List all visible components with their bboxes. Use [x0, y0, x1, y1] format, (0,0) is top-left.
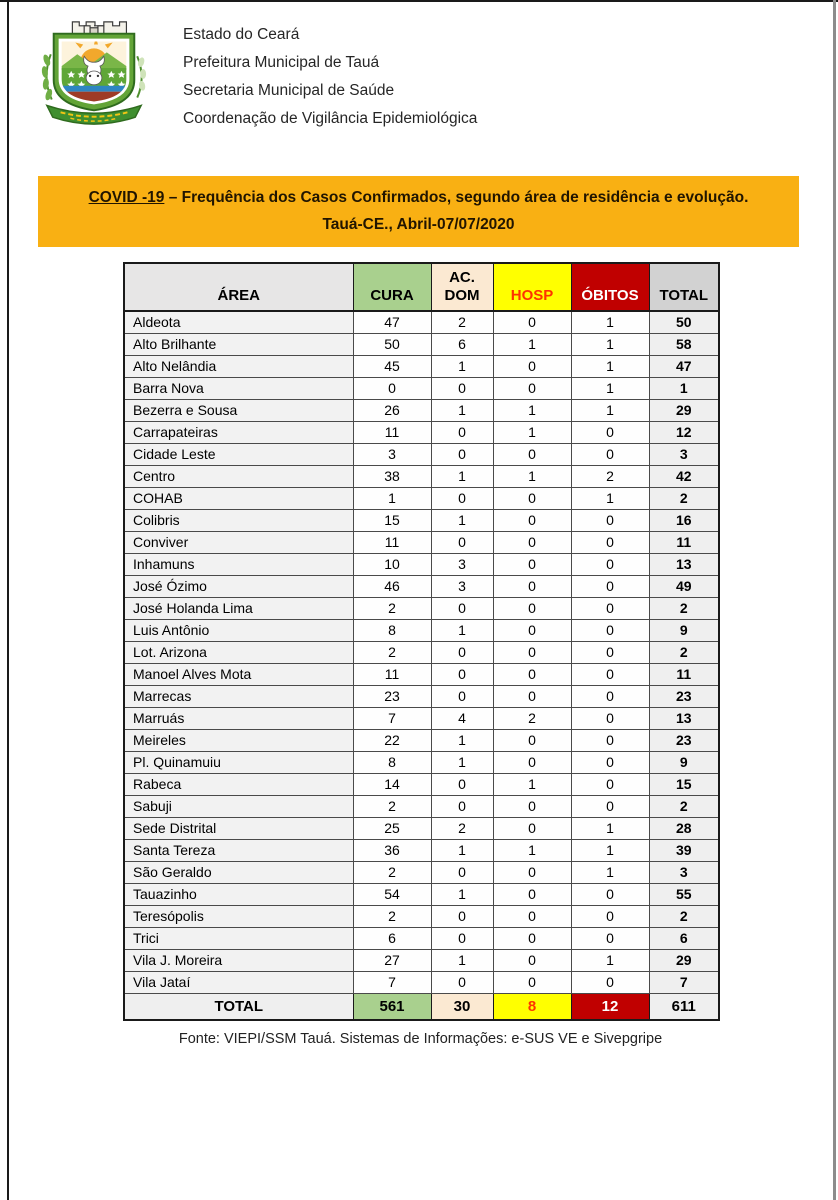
cura-cell: 54 [353, 883, 431, 905]
area-cell: Carrapateiras [124, 421, 353, 443]
obitos-cell: 2 [571, 465, 649, 487]
hosp-cell: 0 [493, 817, 571, 839]
table-row [124, 575, 719, 597]
obitos-cell: 1 [571, 487, 649, 509]
hosp-cell: 0 [493, 663, 571, 685]
acdom-cell: 0 [431, 377, 493, 399]
cura-cell: 23 [353, 685, 431, 707]
obitos-cell: 0 [571, 773, 649, 795]
row-total-cell: 9 [649, 619, 719, 641]
obitos-cell: 0 [571, 553, 649, 575]
cura-cell: 8 [353, 751, 431, 773]
row-total-cell: 12 [649, 421, 719, 443]
table-row [124, 355, 719, 377]
cura-cell: 50 [353, 333, 431, 355]
row-total-cell: 2 [649, 487, 719, 509]
total-obitos-cell: 12 [571, 993, 649, 1020]
obitos-cell: 0 [571, 905, 649, 927]
table-row [124, 949, 719, 971]
acdom-cell: 0 [431, 641, 493, 663]
row-total-cell: 16 [649, 509, 719, 531]
hosp-cell: 0 [493, 597, 571, 619]
area-cell: São Geraldo [124, 861, 353, 883]
area-cell: Tauazinho [124, 883, 353, 905]
area-cell: Manoel Alves Mota [124, 663, 353, 685]
table-row [124, 663, 719, 685]
table-row [124, 751, 719, 773]
total-grand-cell: 611 [649, 993, 719, 1020]
obitos-cell: 0 [571, 795, 649, 817]
hosp-cell: 0 [493, 927, 571, 949]
cura-cell: 45 [353, 355, 431, 377]
area-cell: COHAB [124, 487, 353, 509]
municipal-coat-of-arms-logo [35, 15, 153, 129]
hosp-cell: 2 [493, 707, 571, 729]
row-total-cell: 39 [649, 839, 719, 861]
org-line-health-dept: Secretaria Municipal de Saúde [183, 82, 395, 99]
column-header-cura: CURA [353, 263, 431, 311]
obitos-cell: 0 [571, 575, 649, 597]
acdom-cell: 1 [431, 751, 493, 773]
report-title-covid: COVID -19 [88, 189, 165, 206]
obitos-cell: 0 [571, 531, 649, 553]
hosp-cell: 0 [493, 795, 571, 817]
row-total-cell: 55 [649, 883, 719, 905]
report-title-rest: – Frequência dos Casos Confirmados, segundo área de residência e evolução. [164, 189, 749, 206]
table-row [124, 839, 719, 861]
cura-cell: 7 [353, 707, 431, 729]
area-cell: Meireles [124, 729, 353, 751]
row-total-cell: 2 [649, 795, 719, 817]
area-cell: José Holanda Lima [124, 597, 353, 619]
page-left-border [7, 0, 9, 1200]
row-total-cell: 3 [649, 443, 719, 465]
cura-cell: 6 [353, 927, 431, 949]
cura-cell: 38 [353, 465, 431, 487]
hosp-cell: 0 [493, 311, 571, 333]
obitos-cell: 1 [571, 377, 649, 399]
obitos-cell: 0 [571, 883, 649, 905]
obitos-cell: 0 [571, 707, 649, 729]
page-right-border [833, 0, 836, 1200]
acdom-cell: 3 [431, 575, 493, 597]
row-total-cell: 1 [649, 377, 719, 399]
area-cell: Teresópolis [124, 905, 353, 927]
obitos-cell: 1 [571, 839, 649, 861]
acdom-cell: 0 [431, 861, 493, 883]
total-hosp-cell: 8 [493, 993, 571, 1020]
obitos-cell: 0 [571, 619, 649, 641]
area-cell: Marrecas [124, 685, 353, 707]
report-subtitle: Tauá-CE., Abril-07/07/2020 [322, 216, 515, 233]
obitos-cell: 0 [571, 971, 649, 993]
hosp-cell: 0 [493, 751, 571, 773]
acdom-cell: 1 [431, 619, 493, 641]
cases-table-wrapper [123, 262, 718, 1021]
cura-cell: 26 [353, 399, 431, 421]
row-total-cell: 2 [649, 597, 719, 619]
table-body [124, 311, 719, 993]
acdom-cell: 0 [431, 927, 493, 949]
org-line-prefecture: Prefeitura Municipal de Tauá [183, 54, 380, 71]
acdom-cell: 1 [431, 355, 493, 377]
hosp-cell: 0 [493, 685, 571, 707]
obitos-cell: 0 [571, 729, 649, 751]
hosp-cell: 1 [493, 839, 571, 861]
obitos-cell: 0 [571, 443, 649, 465]
area-cell: Alto Brilhante [124, 333, 353, 355]
table-row [124, 641, 719, 663]
cura-cell: 0 [353, 377, 431, 399]
obitos-cell: 1 [571, 817, 649, 839]
area-cell: Vila Jataí [124, 971, 353, 993]
hosp-cell: 0 [493, 553, 571, 575]
row-total-cell: 29 [649, 399, 719, 421]
acdom-cell: 0 [431, 905, 493, 927]
cura-cell: 25 [353, 817, 431, 839]
area-cell: Luis Antônio [124, 619, 353, 641]
row-total-cell: 6 [649, 927, 719, 949]
total-label-cell: TOTAL [124, 993, 353, 1020]
hosp-cell: 0 [493, 905, 571, 927]
hosp-cell: 0 [493, 641, 571, 663]
area-cell: Sabuji [124, 795, 353, 817]
obitos-cell: 1 [571, 333, 649, 355]
column-header-area: ÁREA [124, 263, 353, 311]
acdom-cell: 0 [431, 971, 493, 993]
row-total-cell: 2 [649, 641, 719, 663]
hosp-cell: 0 [493, 509, 571, 531]
hosp-cell: 0 [493, 949, 571, 971]
acdom-cell: 0 [431, 443, 493, 465]
cura-cell: 2 [353, 597, 431, 619]
area-cell: Aldeota [124, 311, 353, 333]
hosp-cell: 0 [493, 971, 571, 993]
acdom-cell: 1 [431, 949, 493, 971]
area-cell: Sede Distrital [124, 817, 353, 839]
area-cell: José Ózimo [124, 575, 353, 597]
table-row [124, 531, 719, 553]
table-row [124, 509, 719, 531]
cura-cell: 36 [353, 839, 431, 861]
row-total-cell: 29 [649, 949, 719, 971]
table-header-row [124, 263, 719, 311]
acdom-cell: 0 [431, 685, 493, 707]
hosp-cell: 0 [493, 729, 571, 751]
cura-cell: 8 [353, 619, 431, 641]
cura-cell: 2 [353, 795, 431, 817]
source-note: Fonte: VIEPI/SSM Tauá. Sistemas de Informações: e-SUS VE e Sivepgripe [178, 1031, 663, 1047]
area-cell: Marruás [124, 707, 353, 729]
obitos-cell: 1 [571, 399, 649, 421]
table-row [124, 729, 719, 751]
column-header-hosp: HOSP [493, 263, 571, 311]
area-cell: Barra Nova [124, 377, 353, 399]
table-row [124, 399, 719, 421]
cura-cell: 22 [353, 729, 431, 751]
area-cell: Santa Tereza [124, 839, 353, 861]
cura-cell: 2 [353, 905, 431, 927]
total-acdom-cell: 30 [431, 993, 493, 1020]
row-total-cell: 13 [649, 707, 719, 729]
column-header-obitos: ÓBITOS [571, 263, 649, 311]
row-total-cell: 49 [649, 575, 719, 597]
cura-cell: 14 [353, 773, 431, 795]
cura-cell: 11 [353, 663, 431, 685]
coat-of-arms-icon [35, 15, 153, 129]
acdom-cell: 1 [431, 465, 493, 487]
table-total-row [124, 993, 719, 1020]
org-text-block [183, 21, 477, 133]
table-row [124, 927, 719, 949]
table-row [124, 465, 719, 487]
cura-cell: 46 [353, 575, 431, 597]
cura-cell: 11 [353, 531, 431, 553]
area-cell: Cidade Leste [124, 443, 353, 465]
table-row [124, 597, 719, 619]
area-cell: Rabeca [124, 773, 353, 795]
row-total-cell: 23 [649, 685, 719, 707]
hosp-cell: 0 [493, 443, 571, 465]
table-row [124, 707, 719, 729]
row-total-cell: 13 [649, 553, 719, 575]
table-row [124, 333, 719, 355]
table-row [124, 553, 719, 575]
acdom-cell: 6 [431, 333, 493, 355]
acdom-cell: 2 [431, 817, 493, 839]
obitos-cell: 0 [571, 421, 649, 443]
obitos-cell: 0 [571, 641, 649, 663]
acdom-cell: 0 [431, 531, 493, 553]
table-row [124, 795, 719, 817]
cura-cell: 47 [353, 311, 431, 333]
row-total-cell: 15 [649, 773, 719, 795]
cura-cell: 10 [353, 553, 431, 575]
acdom-cell: 0 [431, 663, 493, 685]
cura-cell: 2 [353, 861, 431, 883]
cura-cell: 7 [353, 971, 431, 993]
acdom-cell: 2 [431, 311, 493, 333]
column-header-total: TOTAL [649, 263, 719, 311]
area-cell: Pl. Quinamuiu [124, 751, 353, 773]
acdom-cell: 1 [431, 729, 493, 751]
table-row [124, 861, 719, 883]
row-total-cell: 28 [649, 817, 719, 839]
table-row [124, 487, 719, 509]
hosp-cell: 0 [493, 619, 571, 641]
row-total-cell: 2 [649, 905, 719, 927]
hosp-cell: 0 [493, 575, 571, 597]
area-cell: Vila J. Moreira [124, 949, 353, 971]
hosp-cell: 1 [493, 773, 571, 795]
table-row [124, 971, 719, 993]
hosp-cell: 0 [493, 355, 571, 377]
acdom-cell: 4 [431, 707, 493, 729]
cura-cell: 27 [353, 949, 431, 971]
hosp-cell: 0 [493, 487, 571, 509]
row-total-cell: 50 [649, 311, 719, 333]
obitos-cell: 1 [571, 311, 649, 333]
row-total-cell: 7 [649, 971, 719, 993]
obitos-cell: 0 [571, 927, 649, 949]
acdom-cell: 0 [431, 773, 493, 795]
table-row [124, 883, 719, 905]
table-row [124, 817, 719, 839]
hosp-cell: 1 [493, 399, 571, 421]
org-line-surveillance: Coordenação de Vigilância Epidemiológica [183, 110, 478, 127]
table-row [124, 773, 719, 795]
row-total-cell: 42 [649, 465, 719, 487]
page-top-border [0, 0, 838, 2]
row-total-cell: 9 [649, 751, 719, 773]
area-cell: Inhamuns [124, 553, 353, 575]
row-total-cell: 11 [649, 663, 719, 685]
table-row [124, 377, 719, 399]
area-cell: Trici [124, 927, 353, 949]
total-cura-cell: 561 [353, 993, 431, 1020]
area-cell: Colibris [124, 509, 353, 531]
obitos-cell: 0 [571, 751, 649, 773]
acdom-cell: 1 [431, 839, 493, 861]
table-row [124, 905, 719, 927]
obitos-cell: 0 [571, 663, 649, 685]
acdom-cell: 0 [431, 487, 493, 509]
hosp-cell: 0 [493, 861, 571, 883]
cura-cell: 11 [353, 421, 431, 443]
hosp-cell: 0 [493, 883, 571, 905]
cura-cell: 15 [353, 509, 431, 531]
column-header-ac-dom: AC. DOM [431, 263, 493, 311]
acdom-cell: 1 [431, 399, 493, 421]
acdom-cell: 3 [431, 553, 493, 575]
hosp-cell: 1 [493, 333, 571, 355]
area-cell: Conviver [124, 531, 353, 553]
obitos-cell: 0 [571, 685, 649, 707]
obitos-cell: 1 [571, 861, 649, 883]
area-cell: Alto Nelândia [124, 355, 353, 377]
obitos-cell: 0 [571, 597, 649, 619]
obitos-cell: 1 [571, 355, 649, 377]
row-total-cell: 3 [649, 861, 719, 883]
cura-cell: 2 [353, 641, 431, 663]
row-total-cell: 47 [649, 355, 719, 377]
area-cell: Centro [124, 465, 353, 487]
hosp-cell: 0 [493, 377, 571, 399]
obitos-cell: 1 [571, 949, 649, 971]
acdom-cell: 0 [431, 597, 493, 619]
table-row [124, 311, 719, 333]
row-total-cell: 23 [649, 729, 719, 751]
obitos-cell: 0 [571, 509, 649, 531]
acdom-cell: 1 [431, 883, 493, 905]
row-total-cell: 11 [649, 531, 719, 553]
acdom-cell: 0 [431, 795, 493, 817]
row-total-cell: 58 [649, 333, 719, 355]
org-line-state: Estado do Ceará [183, 26, 300, 43]
table-row [124, 421, 719, 443]
cases-table [123, 262, 720, 1021]
hosp-cell: 0 [493, 531, 571, 553]
report-title [48, 189, 789, 207]
letterhead [35, 15, 838, 133]
acdom-cell: 1 [431, 509, 493, 531]
title-banner [38, 176, 799, 247]
table-row [124, 619, 719, 641]
hosp-cell: 1 [493, 421, 571, 443]
hosp-cell: 1 [493, 465, 571, 487]
area-cell: Bezerra e Sousa [124, 399, 353, 421]
cura-cell: 1 [353, 487, 431, 509]
area-cell: Lot. Arizona [124, 641, 353, 663]
table-row [124, 443, 719, 465]
table-row [124, 685, 719, 707]
cura-cell: 3 [353, 443, 431, 465]
acdom-cell: 0 [431, 421, 493, 443]
